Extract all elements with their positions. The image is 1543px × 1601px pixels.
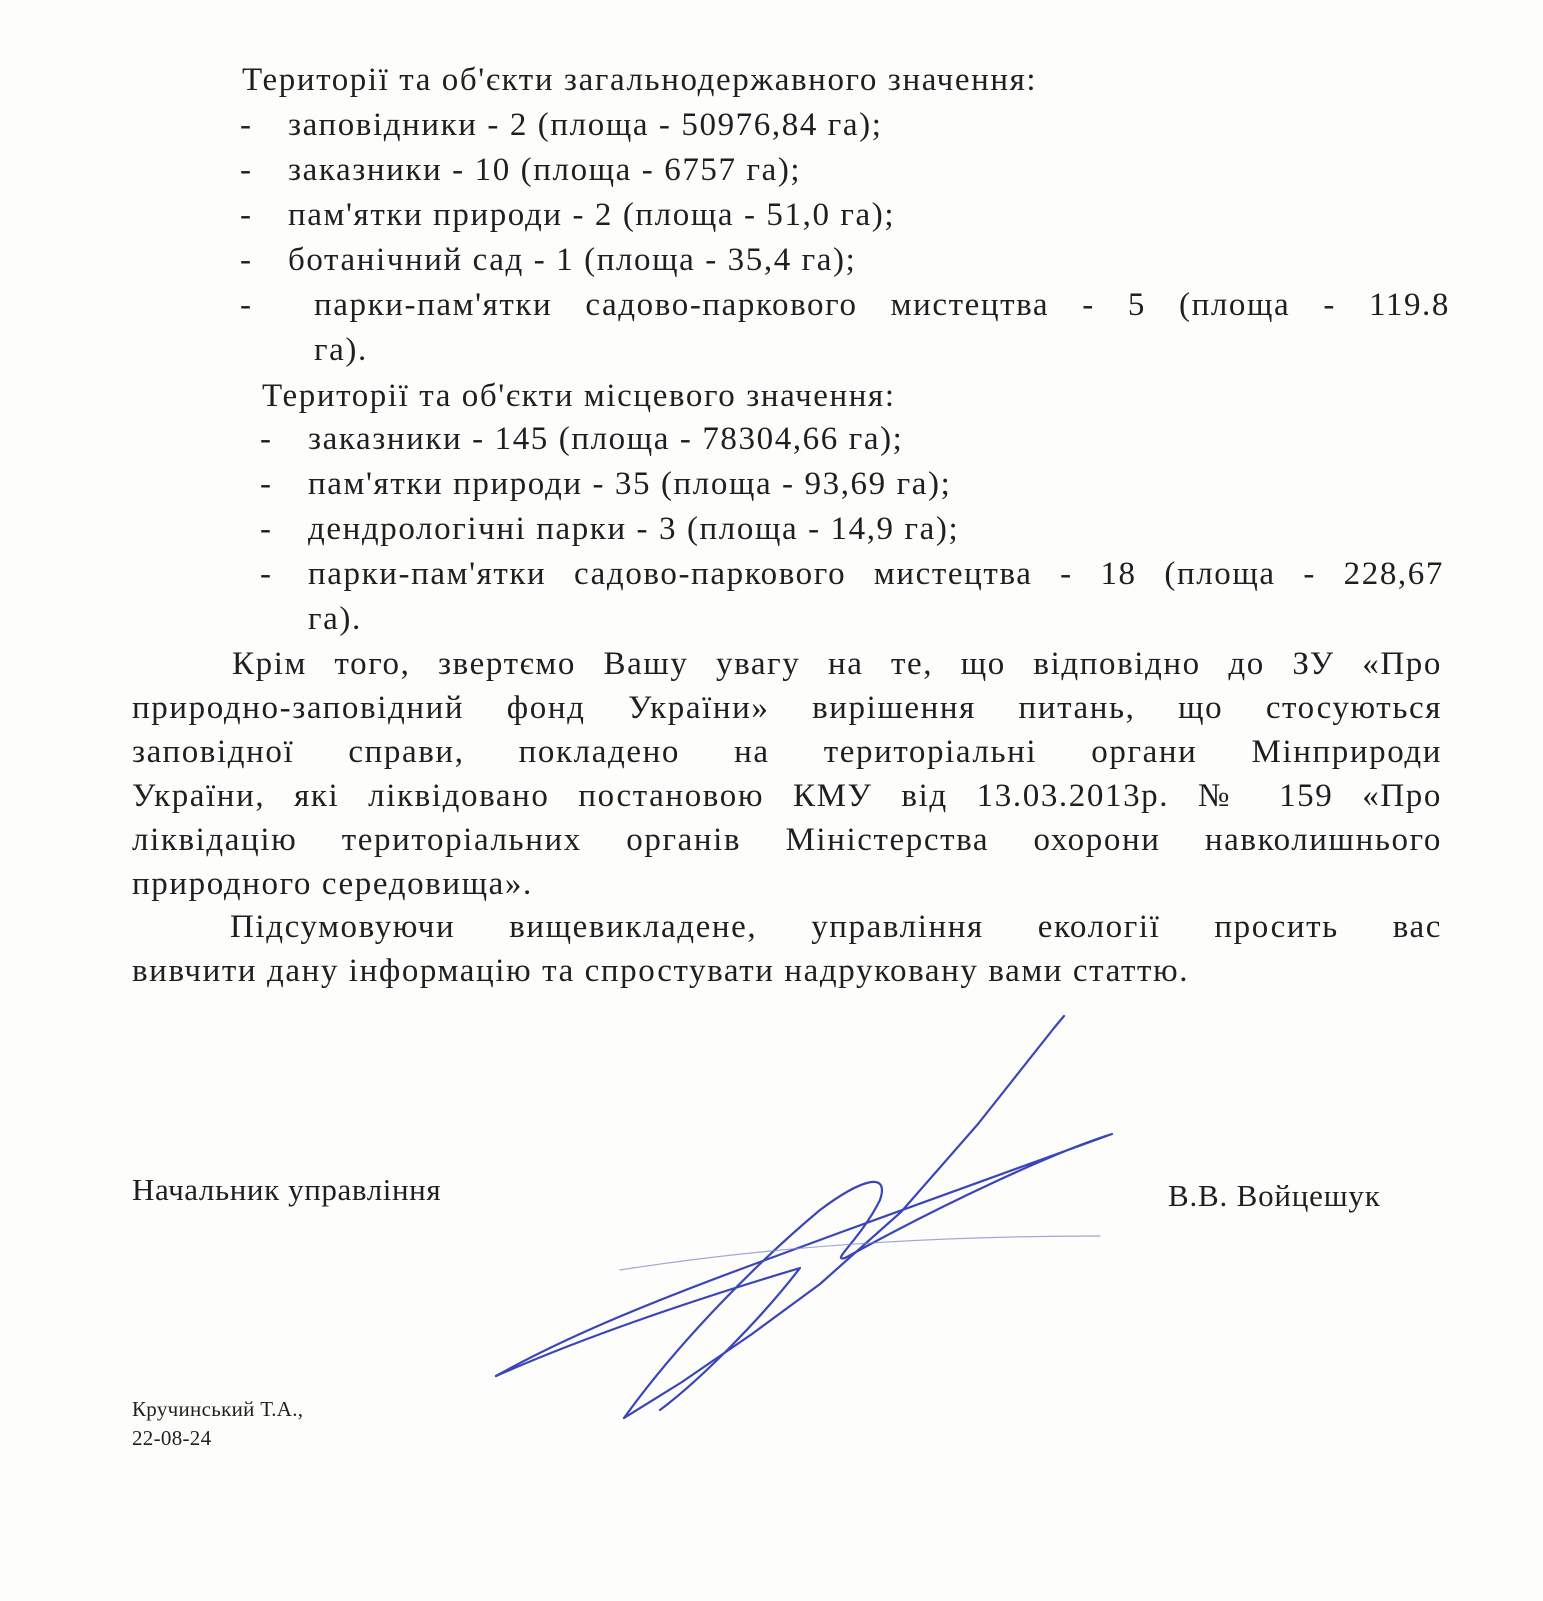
executor-name: Кручинський Т.А., (132, 1397, 304, 1421)
paragraph-notice (132, 642, 1442, 906)
paragraph-line: Підсумовуючи вищевикладене, управління екології просить вас (230, 909, 1442, 945)
list-dash: - (260, 556, 273, 592)
list-item-text: пам'ятки природи - 35 (площа - 93,69 га); (308, 466, 952, 502)
list-item-text: заповідники - 2 (площа - 50976,84 га); (288, 107, 883, 143)
list-item-text: заказники - 10 (площа - 6757 га); (288, 152, 802, 188)
paragraph-line: України, які ліквідовано постановою КМУ від 13.03.2013р. № 159 «Про (132, 778, 1442, 814)
paragraph-line: природного середовища». (132, 866, 533, 902)
list-dash: - (260, 466, 273, 502)
list-item (260, 417, 1450, 462)
list-dash: - (240, 287, 253, 323)
list-item-text: парки-пам'ятки садово-паркового мистецтва - 5 (площа - 119.8 (314, 287, 1450, 323)
list-item (240, 193, 1450, 238)
list-dash: - (240, 242, 253, 278)
list-item (240, 238, 1450, 283)
national-heading: Території та об'єкти загальнодержавного значення: (242, 62, 1038, 98)
executor-block (132, 1395, 303, 1453)
paragraph-line: природно-заповідний фонд України» вирішення питань, що стосуються (132, 690, 1442, 726)
local-list (260, 417, 1450, 642)
list-item-text-continued: га). (308, 601, 362, 637)
executor-phone: 22-08-24 (132, 1426, 212, 1450)
paragraph-line: Крім того, звертємо Вашу увагу на те, що відповідно до ЗУ «Про (232, 646, 1442, 682)
list-item (240, 103, 1450, 148)
list-item-text: дендрологічні парки - 3 (площа - 14,9 га); (308, 511, 960, 547)
list-item-text: пам'ятки природи - 2 (площа - 51,0 га); (288, 197, 896, 233)
list-dash: - (240, 107, 253, 143)
list-item (260, 462, 1450, 507)
list-dash: - (260, 511, 273, 547)
list-dash: - (240, 152, 253, 188)
list-item (240, 283, 1450, 373)
list-dash: - (260, 421, 273, 457)
signer-title: Начальник управління (132, 1172, 442, 1207)
list-item (260, 507, 1450, 552)
paragraph-request (132, 905, 1442, 993)
national-list (240, 103, 1450, 373)
list-item (260, 552, 1450, 642)
list-item (240, 148, 1450, 193)
paragraph-line: вивчити дану інформацію та спростувати надруковану вами статтю. (132, 953, 1190, 989)
list-dash: - (240, 197, 253, 233)
signer-name: В.В. Войцешук (1168, 1178, 1381, 1213)
paragraph-line: ліквідацію територіальних органів Міністерства охорони навколишнього (132, 822, 1442, 858)
paragraph-line: заповідної справи, покладено на територіальні органи Мінприроди (132, 734, 1442, 770)
list-item-text: парки-пам'ятки садово-паркового мистецтва - 18 (площа - 228,67 (308, 556, 1444, 592)
list-item-text-continued: га). (314, 332, 368, 368)
local-heading: Території та об'єкти місцевого значення: (262, 378, 896, 414)
list-item-text: заказники - 145 (площа - 78304,66 га); (308, 421, 904, 457)
list-item-text: ботанічний сад - 1 (площа - 35,4 га); (288, 242, 857, 278)
